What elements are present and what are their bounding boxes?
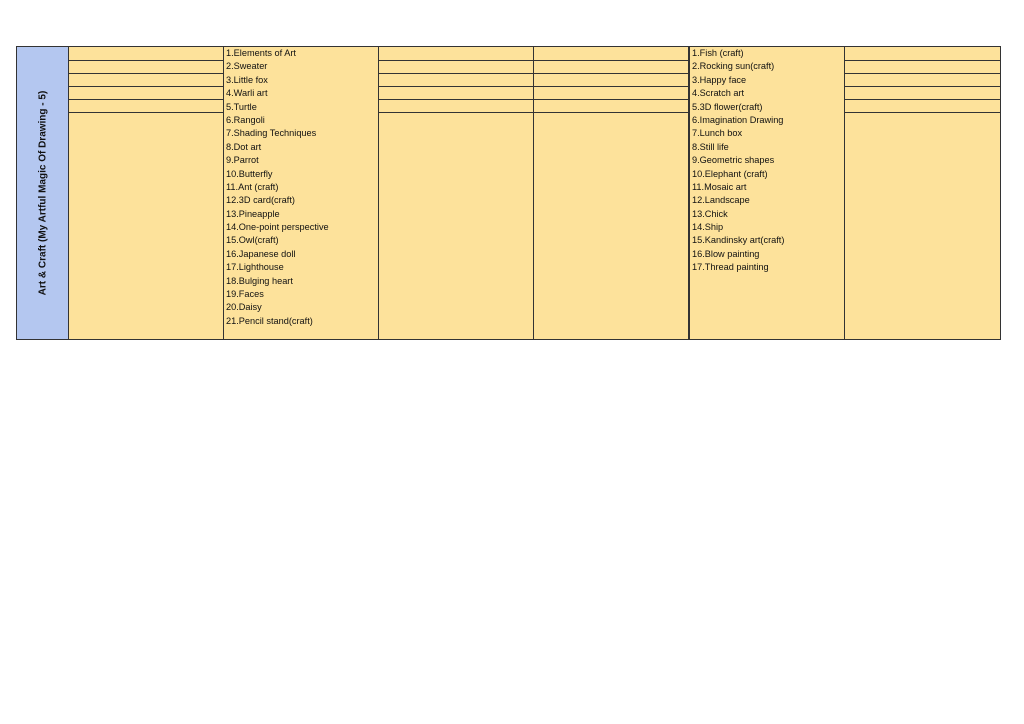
topic-item: 3.Happy face [692,74,747,85]
topic-item: 4.Scratch art [692,88,745,99]
subject-cell [16,46,70,340]
topic-item: 11.Mosaic art [692,181,747,192]
topic-item: 7.Shading Techniques [226,128,317,139]
topic-item: 11.Ant (craft) [226,181,279,192]
topic-item: 16.Japanese doll [226,248,296,259]
column-1 [68,46,224,340]
topic-item: 5.3D flower(craft) [692,101,763,112]
topic-item: 21.Pencil stand(craft) [226,315,313,326]
topic-item: 8.Dot art [226,141,262,152]
topic-item: 15.Kandinsky art(craft) [692,235,785,246]
topic-item: 14.One-point perspective [226,222,329,233]
term1-topic-list [226,47,329,328]
topic-item: 2.Sweater [226,61,268,72]
topic-item: 4.Warli art [226,88,268,99]
topic-item: 2.Rocking sun(craft) [692,61,775,72]
term2-topics-cell [689,46,845,340]
topic-item: 6.Rangoli [226,114,265,125]
topic-item: 13.Pineapple [226,208,280,219]
topic-item: 12.Landscape [692,195,750,206]
column-6 [844,46,1001,340]
topic-item: 8.Still life [692,141,729,152]
topic-item: 19.Faces [226,289,264,300]
topic-item: 10.Elephant (craft) [692,168,768,179]
topic-item: 7.Lunch box [692,128,743,139]
topic-item: 1.Elements of Art [226,48,296,58]
term1-topics-cell [223,46,379,340]
column-4 [533,46,689,340]
topic-item: 5.Turtle [226,101,257,112]
topic-item: 9.Parrot [226,155,259,166]
topic-item: 14.Ship [692,222,724,233]
topic-item: 13.Chick [692,208,728,219]
column-3 [378,46,534,340]
topic-item: 3.Little fox [226,74,268,85]
topic-item: 18.Bulging heart [226,275,293,286]
syllabus-table [16,46,1001,340]
term2-topic-list [692,47,784,275]
topic-item: 10.Butterfly [226,168,273,179]
topic-item: 12.3D card(craft) [226,195,295,206]
topic-item: 17.Lighthouse [226,262,284,273]
topic-item: 6.Imagination Drawing [692,114,784,125]
topic-item: 17.Thread painting [692,262,769,273]
topic-item: 20.Daisy [226,302,262,313]
topic-item: 15.Owl(craft) [226,235,279,246]
topic-item: 16.Blow painting [692,248,760,259]
subject-label: Art & Craft (My Artful Magic Of Drawing - 5) [37,90,49,296]
topic-item: 9.Geometric shapes [692,155,775,166]
topic-item: 1.Fish (craft) [692,48,744,58]
